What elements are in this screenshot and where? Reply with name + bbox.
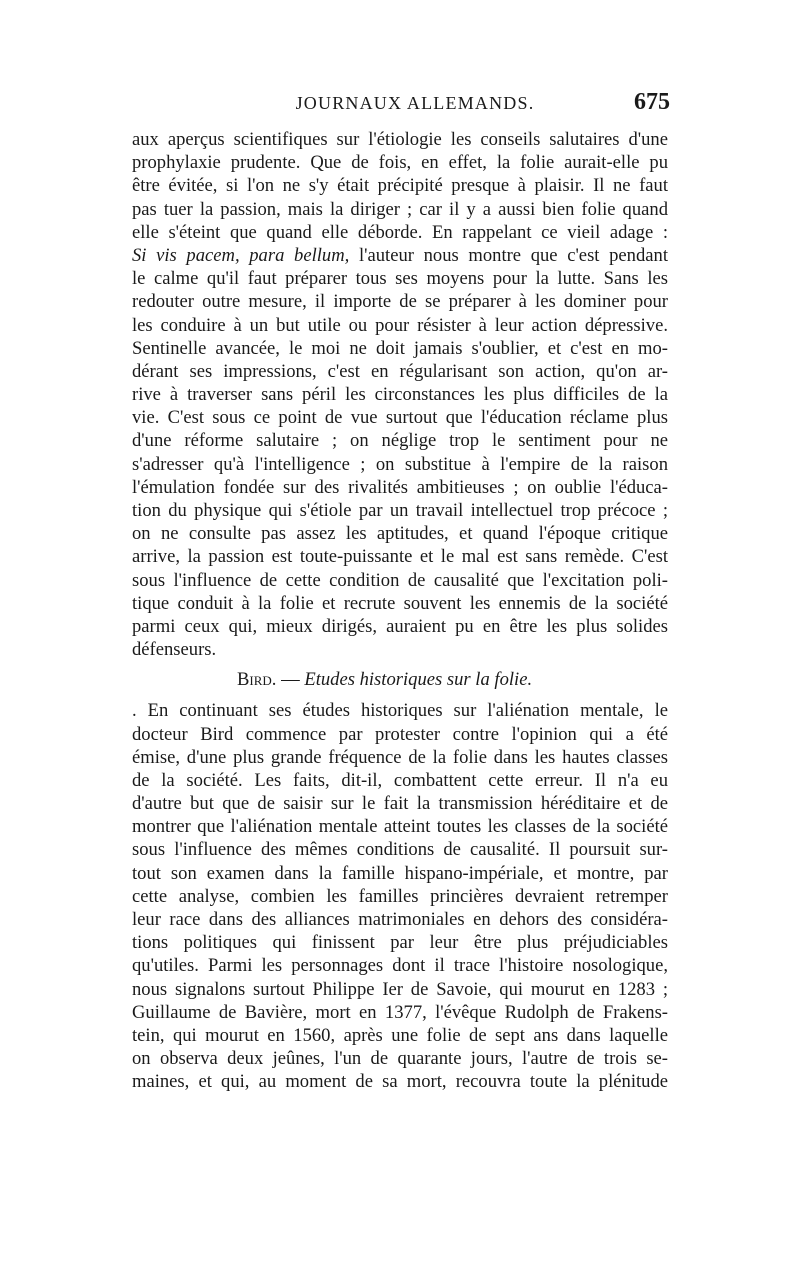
text-line: cette analyse, combien les familles princières devraient retremper <box>132 885 668 907</box>
text-line: Guillaume de Bavière, mort en 1377, l'évêque Rudolph de Frakens- <box>132 1001 668 1023</box>
text-line: docteur Bird commence par protester contre l'opinion qui a été <box>132 723 668 745</box>
text-line: l'émulation fondée sur des rivalités ambitieuses ; on oublie l'éduca- <box>132 476 668 498</box>
text-line: tein, qui mourut en 1560, après une folie de sept ans dans laquelle <box>132 1024 668 1046</box>
text-line: qu'utiles. Parmi les personnages dont il trace l'histoire nosologique, <box>132 955 668 977</box>
latin-adage: Si vis pacem, para bellum, <box>132 244 350 266</box>
text-line: tique conduit à la folie et recrute souvent les ennemis de la société <box>132 592 668 614</box>
paragraph-2 <box>132 699 668 1093</box>
text-line: redouter outre mesure, il importe de se préparer à les dominer pour <box>132 291 668 313</box>
text-line: parmi ceux qui, mieux dirigés, auraient pu en être les plus solides <box>132 615 668 637</box>
text-line: dérant ses impressions, c'est en régularisant son action, qu'on ar- <box>132 360 668 382</box>
text-line: tions politiques qui finissent par leur être plus préjudiciables <box>132 932 668 954</box>
running-title: JOURNAUX ALLEMANDS. <box>295 93 535 113</box>
text-line: de la société. Les faits, dit-il, combattent cette erreur. Il n'a eu <box>132 769 668 791</box>
text-line: rive à traverser sans péril les circonstances les plus difficiles de la <box>132 384 668 406</box>
text-line: on observa deux jeûnes, l'un de quarante jours, l'autre de trois se- <box>132 1048 668 1070</box>
text-line: montrer que l'aliénation mentale atteint toutes les classes de la société <box>132 816 668 838</box>
paragraph-1 <box>132 128 668 661</box>
text-line: le calme qu'il faut préparer tous ses moyens pour la lutte. Sans les <box>132 268 668 290</box>
text-line: s'adresser qu'à l'intelligence ; on substitue à l'empire de la raison <box>132 453 668 475</box>
text-line: leur race dans des alliances matrimoniales en dehors des considéra- <box>132 909 668 930</box>
text-line: d'une réforme salutaire ; on néglige trop le sentiment pour ne <box>132 430 668 452</box>
text-line: sous l'influence de cette condition de causalité que l'excitation poli- <box>132 569 668 591</box>
text-line: maines, et qui, au moment de sa mort, recouvra toute la plénitude <box>132 1071 668 1093</box>
text-line: émise, d'une plus grande fréquence de la folie dans les hautes classes <box>132 746 668 768</box>
section-dash: — <box>276 669 305 691</box>
section-title: Etudes historiques sur la folie. <box>304 669 533 691</box>
text-line: les conduire à un but utile ou pour résister à leur action dépressive. <box>132 314 668 336</box>
text-line: pas tuer la passion, mais la diriger ; car il y a aussi bien folie quand <box>132 198 668 220</box>
text-line: elle s'éteint que quand elle déborde. En rappelant ce vieil adage : <box>132 221 668 243</box>
text-line: . En continuant ses études historiques sur l'aliénation mentale, le <box>132 700 668 722</box>
text-line: d'autre but que de saisir sur le fait la transmission héréditaire et de <box>132 793 668 815</box>
page-number: 675 <box>634 89 670 115</box>
text-line: défenseurs. <box>132 639 217 661</box>
text-line: vie. C'est sous ce point de vue surtout que l'éducation réclame plus <box>132 407 668 429</box>
text-line: prophylaxie prudente. Que de fois, en effet, la folie aurait-elle pu <box>132 152 668 174</box>
text-line: sous l'influence des mêmes conditions de causalité. Il poursuit sur- <box>132 839 668 861</box>
text-line <box>132 244 668 267</box>
text-line: on ne consulte pas assez les aptitudes, et quand l'époque critique <box>132 523 668 545</box>
text-line-rest: l'auteur nous montre que c'est pendant <box>358 244 668 266</box>
text-line: être évitée, si l'on ne s'y était précipité presque à plaisir. Il ne faut <box>132 175 668 197</box>
section-author: Bird. <box>237 669 277 691</box>
text-line: tout son examen dans la famille hispano-impériale, et montre, par <box>132 862 668 884</box>
text-line: Sentinelle avancée, le moi ne doit jamais s'oublier, et c'est en mo- <box>132 337 668 359</box>
text-block <box>132 128 668 1094</box>
section-heading <box>132 663 668 697</box>
text-line: arrive, la passion est toute-puissante et le mal est sans remède. C'est <box>132 546 668 568</box>
text-line: tion du physique qui s'étiole par un travail intellectuel trop précoce ; <box>132 500 668 521</box>
text-line: aux aperçus scientifiques sur l'étiologie les conseils salutaires d'une <box>132 129 668 150</box>
text-line: nous signalons surtout Philippe Ier de Savoie, qui mourut en 1283 ; <box>132 978 668 1000</box>
running-head <box>130 89 670 119</box>
